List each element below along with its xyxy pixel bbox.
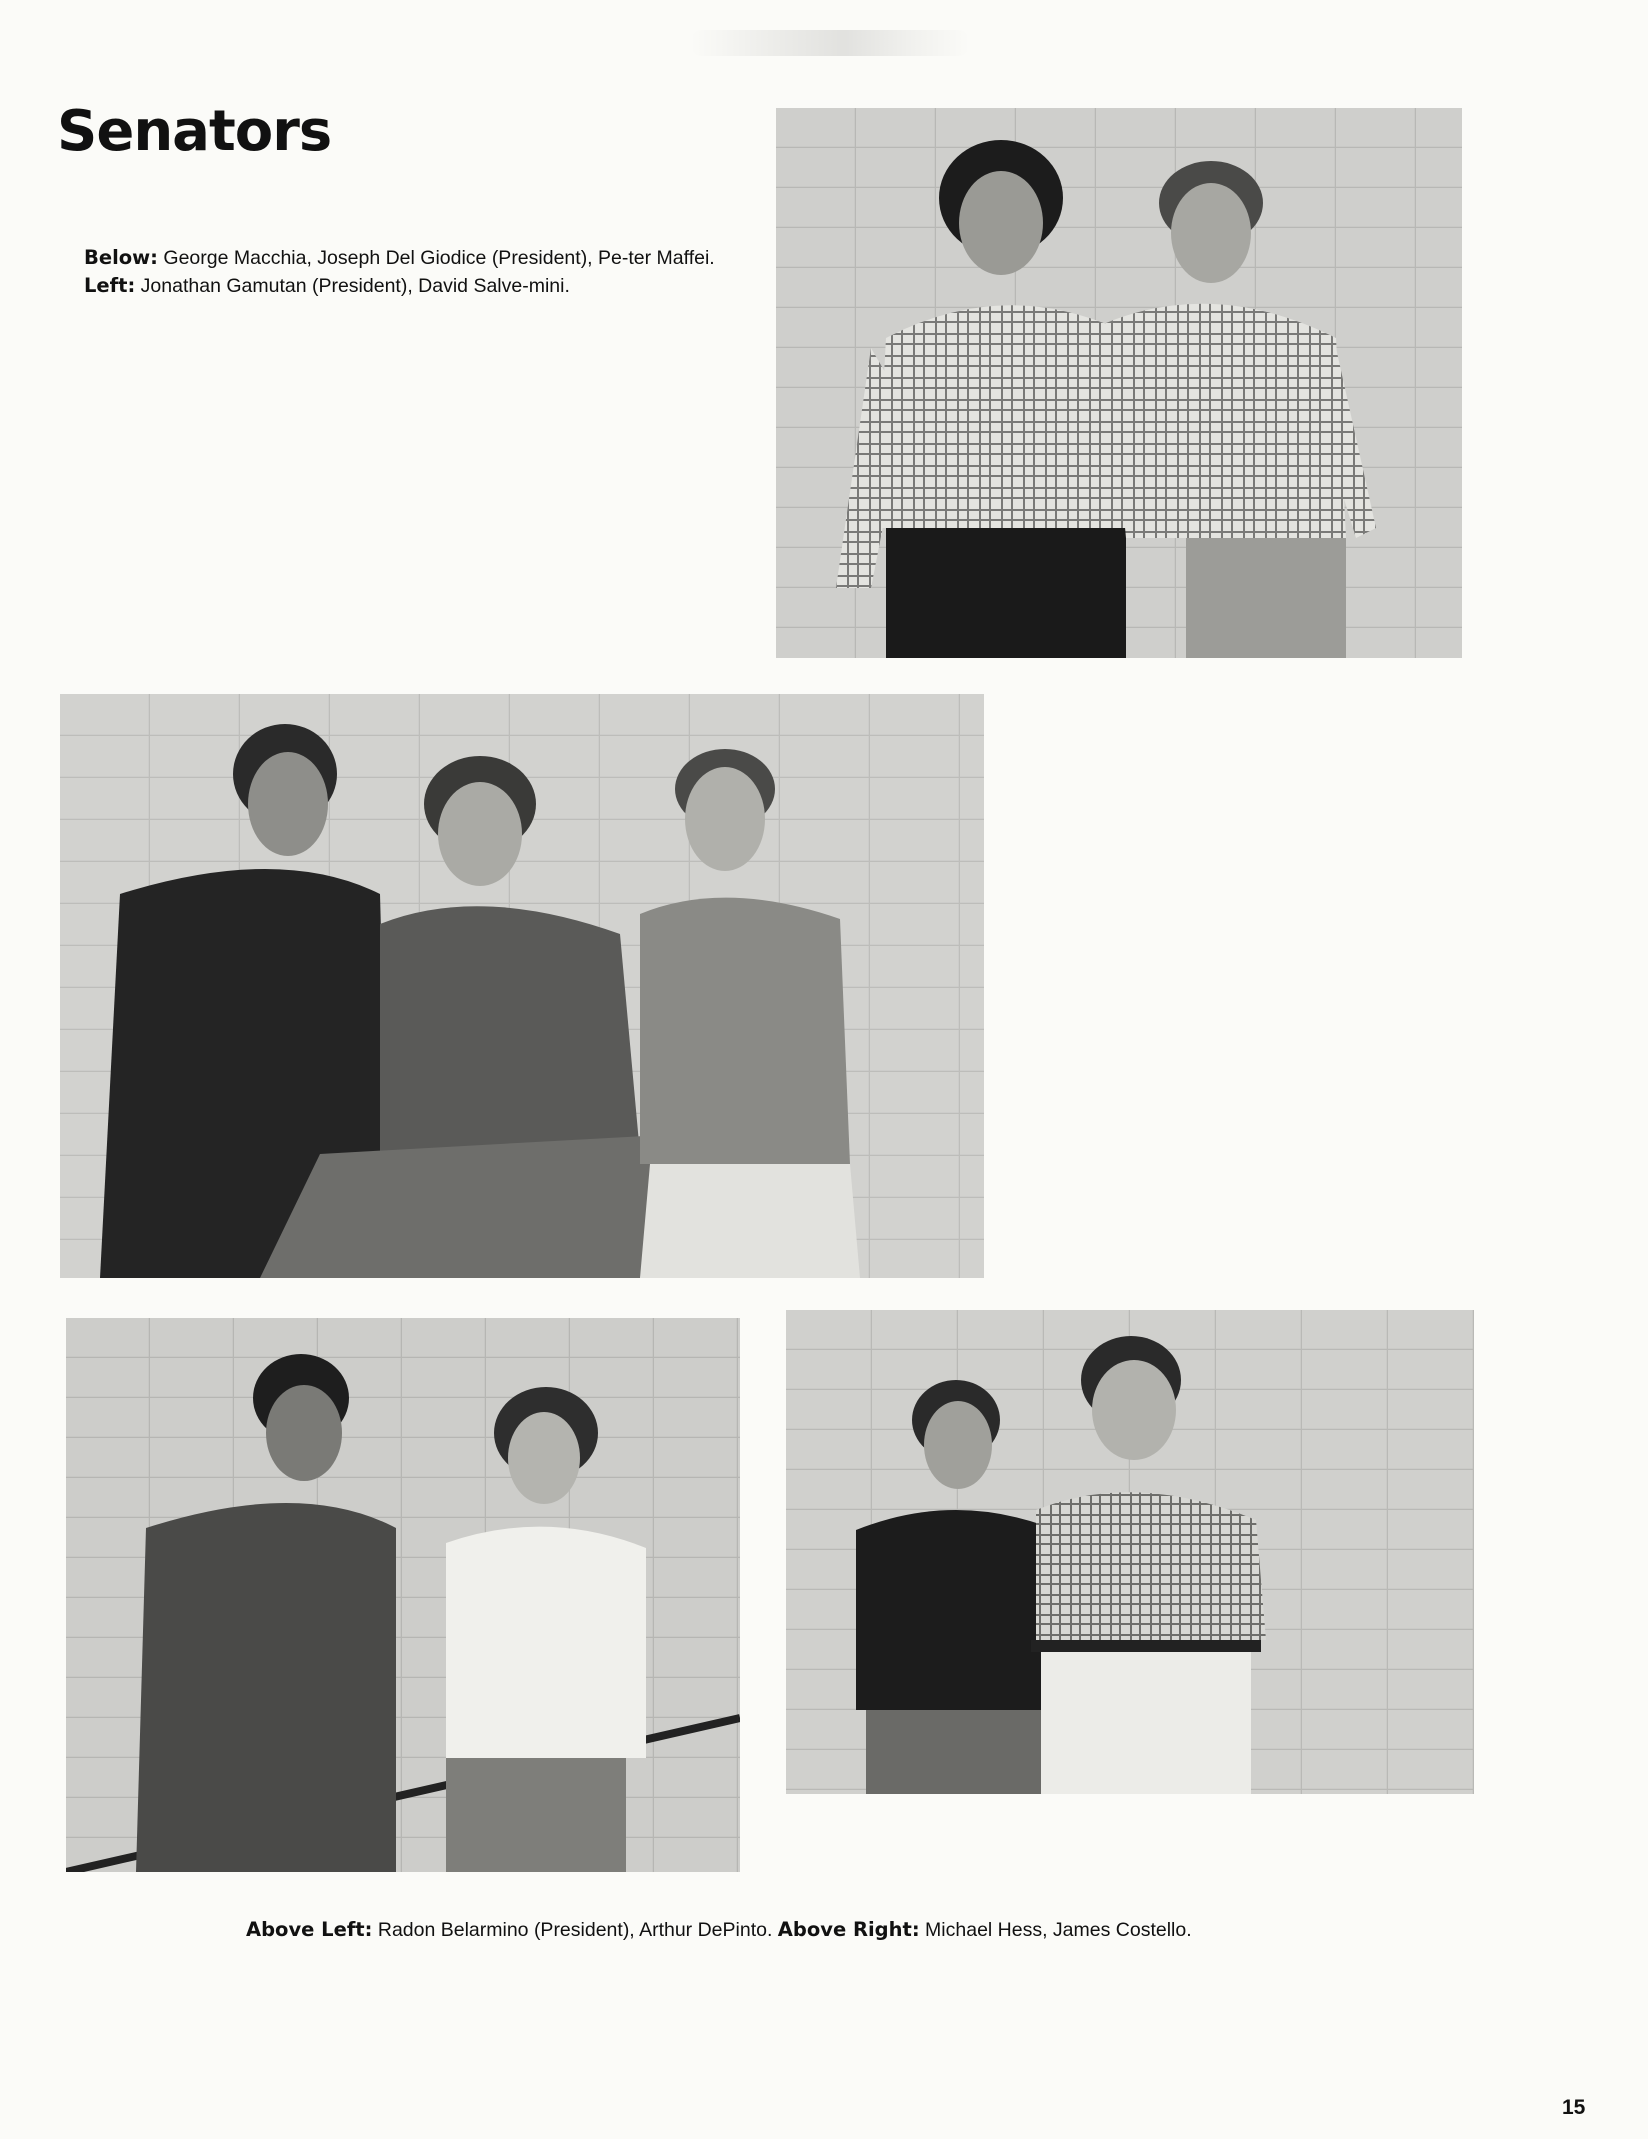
photo-bottom-right (786, 1310, 1474, 1794)
caption-label-left: Left: (84, 274, 136, 297)
caption-text-above-right: Michael Hess, James Costello. (919, 1919, 1192, 1941)
caption-label-above-right: Above Right: (777, 1918, 920, 1941)
photo-top-right (776, 108, 1462, 658)
caption-text-above-left: Radon Belarmino (President), Arthur DePinto. (372, 1919, 778, 1941)
caption-text-left: Jonathan Gamutan (President), David Salve-mini. (135, 275, 570, 297)
photo-bottom-left (66, 1318, 740, 1872)
caption-top (84, 244, 724, 300)
page-title: Senators (57, 99, 332, 164)
page-number: 15 (1562, 2096, 1586, 2119)
caption-text-below: George Macchia, Joseph Del Giodice (President), Pe-ter Maffei. (157, 247, 715, 269)
caption-bottom (246, 1916, 1446, 1944)
caption-label-above-left: Above Left: (246, 1918, 373, 1941)
photo-middle (60, 694, 984, 1278)
scan-artifact (690, 30, 970, 56)
caption-label-below: Below: (84, 246, 158, 269)
